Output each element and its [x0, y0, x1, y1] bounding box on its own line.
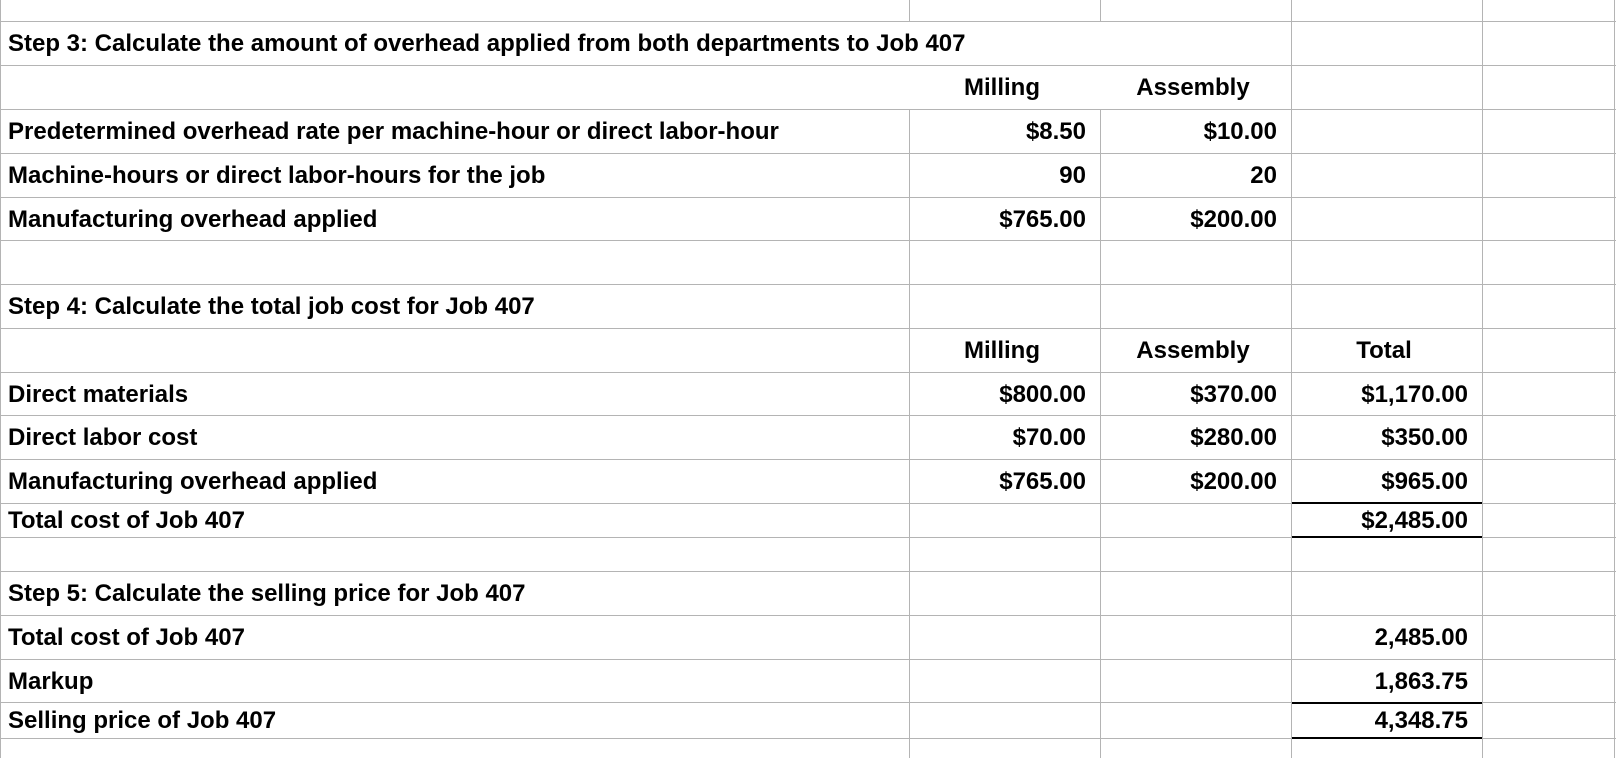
step3-row-label: Predetermined overhead rate per machine-hour or direct labor-hour	[8, 118, 779, 145]
total-rule	[1292, 737, 1482, 739]
step4-row-label: Manufacturing overhead applied	[8, 468, 378, 495]
step4-total-value: $2,485.00	[1361, 507, 1468, 534]
step4-row-milling: $765.00	[999, 468, 1086, 495]
step3-row-label: Machine-hours or direct labor-hours for the job	[8, 162, 546, 189]
step3-row-milling: $8.50	[1025, 118, 1086, 145]
step4-row-label: Direct materials	[8, 381, 189, 408]
step3-row-assembly: 20	[1250, 162, 1277, 189]
step5-title: Step 5: Calculate the selling price for Job 407	[8, 580, 526, 607]
step4-row-milling: $70.00	[1012, 424, 1086, 451]
step4-total-label: Total cost of Job 407	[8, 507, 245, 534]
gridline	[0, 0, 1, 758]
step4-row-total: $350.00	[1381, 424, 1468, 451]
step3-title: Step 3: Calculate the amount of overhead applied from both departments to Job 407	[8, 30, 966, 57]
step4-header-milling: Milling	[964, 337, 1040, 364]
step3-header-assembly: Assembly	[1136, 74, 1250, 101]
step4-row-label: Direct labor cost	[8, 424, 198, 451]
step5-row-label: Markup	[8, 668, 94, 695]
step5-final-value: 4,348.75	[1374, 707, 1468, 734]
step3-row-milling: 90	[1059, 162, 1086, 189]
step5-row-total: 2,485.00	[1374, 624, 1468, 651]
step3-row-assembly: $10.00	[1203, 118, 1277, 145]
step3-row-label: Manufacturing overhead applied	[8, 206, 378, 233]
step3-row-assembly: $200.00	[1190, 206, 1277, 233]
gridline	[1482, 0, 1483, 758]
step3-header-milling: Milling	[964, 74, 1040, 101]
step4-header-total: Total	[1356, 337, 1412, 364]
step4-row-assembly: $280.00	[1190, 424, 1277, 451]
step4-row-assembly: $200.00	[1190, 468, 1277, 495]
step4-row-total: $965.00	[1381, 468, 1468, 495]
step4-header-assembly: Assembly	[1136, 337, 1250, 364]
step3-row-milling: $765.00	[999, 206, 1086, 233]
step5-row-total: 1,863.75	[1374, 668, 1468, 695]
step4-title: Step 4: Calculate the total job cost for Job 407	[8, 293, 535, 320]
step4-row-milling: $800.00	[999, 381, 1086, 408]
step5-row-label: Total cost of Job 407	[8, 624, 245, 651]
step5-final-label: Selling price of Job 407	[8, 707, 277, 734]
gridline	[909, 0, 910, 21]
gridline	[1614, 0, 1615, 758]
step4-row-total: $1,170.00	[1361, 381, 1468, 408]
step4-row-assembly: $370.00	[1190, 381, 1277, 408]
gridline	[1100, 0, 1101, 21]
total-rule	[1292, 536, 1482, 538]
